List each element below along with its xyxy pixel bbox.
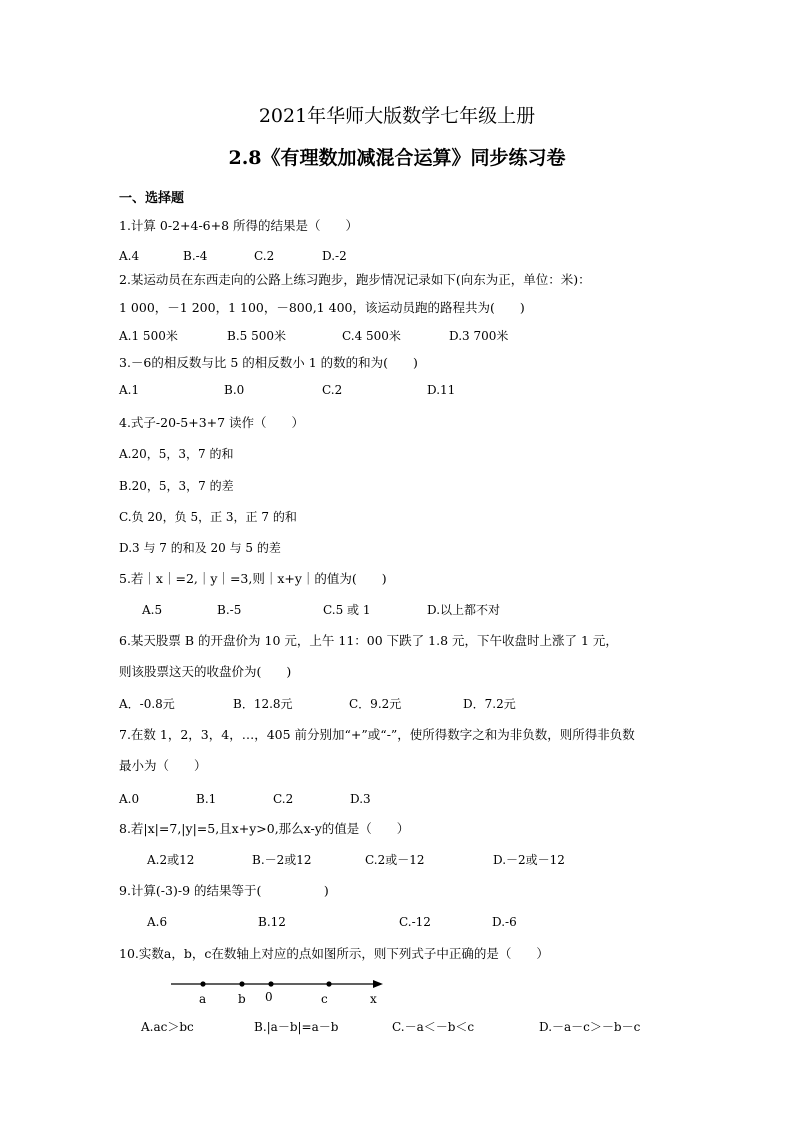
question-10-stem: 10.实数a，b，c在数轴上对应的点如图所示，则下列式子中正确的是（ ）	[119, 946, 549, 961]
question-2-stem: 2.某运动员在东西走向的公路上练习跑步，跑步情况记录如下(向东为正，单位：米)：	[119, 272, 591, 287]
question-3-option-d: D.11	[427, 383, 456, 397]
question-7-stem: 7.在数 1，2，3，4，…，405 前分别加“+”或“-”，使所得数字之和为非负数，则所得非负数	[119, 727, 635, 742]
question-5-option-a: A.5	[142, 603, 163, 617]
question-1-option-a: A.4	[119, 249, 140, 263]
question-6-option-b: B．12.8元	[233, 697, 293, 711]
document-title: 2021年华师大版数学七年级上册	[258, 105, 536, 127]
question-7-option-b: B.1	[196, 792, 217, 806]
question-7-option-c: C.2	[273, 792, 294, 806]
question-7-option-a: A.0	[119, 792, 140, 806]
question-2-stem-line2: 1 000，－1 200，1 100，－800,1 400，该运动员跑的路程共为( )	[119, 300, 525, 315]
question-4-option-b: B.20，5，3，7 的差	[119, 479, 234, 493]
question-4-option-d: D.3 与 7 的和及 20 与 5 的差	[119, 541, 281, 555]
question-1-stem: 1.计算 0-2+4-6+8 所得的结果是（ ）	[119, 218, 359, 233]
question-8-option-c: C.2或－12	[365, 853, 425, 867]
question-3-option-c: C.2	[322, 383, 343, 397]
question-2-option-c: C.4 500米	[342, 329, 401, 343]
number-line-arrow	[373, 980, 383, 988]
question-1-option-b: B.-4	[183, 249, 208, 263]
question-2-option-b: B.5 500米	[227, 329, 286, 343]
question-8-option-b: B.－2或12	[252, 853, 312, 867]
question-1-option-d: D.-2	[322, 249, 347, 263]
question-10-option-b: B.|a－b|=a－b	[254, 1020, 339, 1034]
question-5-option-c: C.5 或 1	[323, 603, 371, 617]
question-10-option-c: C.－a＜－b＜c	[392, 1020, 475, 1034]
question-9-option-b: B.12	[258, 915, 286, 929]
question-7-option-d: D.3	[350, 792, 371, 806]
question-6-stem: 6.某天股票 B 的开盘价为 10 元，上午 11：00 下跌了 1.8 元，下午收盘时上涨了 1 元，	[119, 633, 618, 648]
question-10-option-a: A.ac＞bc	[141, 1020, 194, 1034]
question-9-option-c: C.-12	[399, 915, 431, 929]
question-6-option-a: A．-0.8元	[119, 697, 175, 711]
question-9-option-a: A.6	[147, 915, 168, 929]
question-8-option-d: D.－2或－12	[493, 853, 565, 867]
question-4-option-c: C.负 20，负 5，正 3，正 7 的和	[119, 510, 297, 524]
label-x: x	[370, 992, 377, 1006]
label-b: b	[238, 992, 246, 1006]
document-subtitle: 2.8《有理数加减混合运算》同步练习卷	[228, 147, 566, 169]
question-5-stem: 5.若｜x｜=2,｜y｜=3,则｜x+y｜的值为( )	[119, 571, 387, 586]
question-9-option-d: D.-6	[492, 915, 517, 929]
question-5-option-b: B.-5	[217, 603, 242, 617]
question-5-option-d: D.以上都不对	[427, 603, 501, 617]
point-c	[326, 981, 331, 986]
question-2-option-d: D.3 700米	[449, 329, 509, 343]
question-6-option-c: C．9.2元	[349, 697, 402, 711]
question-3-stem: 3.－6的相反数与比 5 的相反数小 1 的数的和为( )	[119, 355, 418, 370]
question-9-stem: 9.计算(-3)-9 的结果等于( )	[119, 883, 329, 898]
point-zero	[268, 981, 273, 986]
question-8-stem: 8.若|x|=7,|y|=5,且x+y>0,那么x-y的值是（ ）	[119, 821, 410, 836]
point-a	[200, 981, 205, 986]
question-2-option-a: A.1 500米	[119, 329, 178, 343]
point-b	[239, 981, 244, 986]
label-a: a	[199, 992, 207, 1006]
question-4-stem: 4.式子-20-5+3+7 读作（ ）	[119, 415, 305, 430]
question-6-option-d: D．7.2元	[463, 697, 516, 711]
question-3-option-b: B.0	[224, 383, 245, 397]
question-4-option-a: A.20，5，3，7 的和	[119, 447, 234, 461]
section-heading: 一、选择题	[119, 191, 185, 206]
question-3-option-a: A.1	[119, 383, 140, 397]
question-6-stem-line2: 则该股票这天的收盘价为( )	[119, 664, 292, 679]
question-7-stem-line2: 最小为（ ）	[119, 758, 207, 773]
question-8-option-a: A.2或12	[147, 853, 195, 867]
number-line-figure	[165, 974, 395, 1010]
question-1-option-c: C.2	[254, 249, 275, 263]
label-c: c	[321, 992, 328, 1006]
question-10-option-d: D.－a－c＞－b－c	[539, 1020, 641, 1034]
label-zero: 0	[265, 990, 273, 1004]
